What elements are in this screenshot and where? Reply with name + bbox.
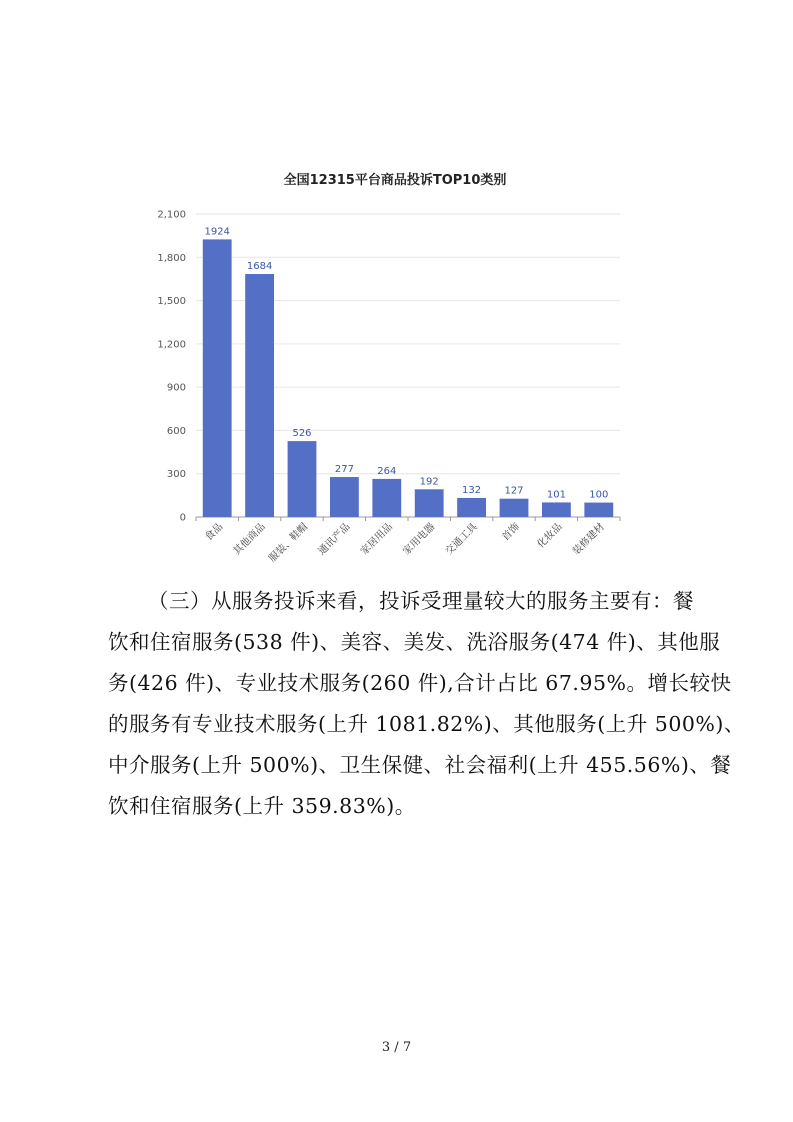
- x-category-label: 食品: [203, 521, 226, 544]
- x-category-label: 首饰: [500, 521, 523, 544]
- y-tick-label: 1,800: [157, 252, 186, 264]
- x-category-label: 化妆品: [535, 521, 565, 551]
- y-tick-label: 2,100: [157, 209, 186, 221]
- x-category-label: 家居用品: [358, 521, 395, 558]
- x-category-label: 服装、鞋帽: [266, 521, 311, 565]
- body-line: 饮和住宿服务(538 件)、美容、美发、洗浴服务(474 件)、其他服: [108, 630, 721, 654]
- bar: [288, 441, 317, 517]
- y-tick-label: 0: [179, 512, 186, 524]
- y-tick-label: 300: [166, 469, 186, 481]
- bar-value-label: 1684: [246, 261, 273, 273]
- body-line: 务(426 件)、专业技术服务(260 件),合计占比 67.95%。增长较快: [108, 671, 732, 695]
- bar-value-label: 526: [292, 428, 312, 440]
- chart-svg: [157, 162, 630, 565]
- bar: [372, 479, 401, 517]
- bar-value-label: 277: [334, 464, 354, 476]
- x-category-label: 装修建材: [570, 521, 607, 558]
- bar: [457, 498, 486, 517]
- bar: [584, 503, 613, 517]
- x-category-label: 家用电器: [401, 521, 438, 558]
- bar-value-label: 1924: [204, 226, 230, 238]
- y-tick-label: 1,200: [157, 339, 186, 351]
- chart-title: 全国12315平台商品投诉TOP10类别: [283, 173, 507, 188]
- body-line: 中介服务(上升 500%)、卫生保健、社会福利(上升 455.56%)、餐: [108, 753, 732, 777]
- x-category-label: 通讯产品: [316, 521, 353, 558]
- bar-value-label: 100: [589, 489, 609, 501]
- bar-value-label: 264: [377, 465, 397, 477]
- bar-value-label: 101: [546, 489, 566, 501]
- bar-value-label: 127: [504, 485, 524, 497]
- bar: [415, 489, 444, 517]
- body-line: 饮和住宿服务(上升 359.83%)。: [108, 794, 416, 818]
- y-tick-label: 600: [166, 425, 186, 437]
- x-category-label: 交通工具: [443, 521, 480, 558]
- bar: [203, 239, 232, 517]
- y-tick-label: 1,500: [157, 296, 186, 308]
- page-number: 3 / 7: [381, 1040, 412, 1055]
- y-tick-label: 900: [166, 382, 186, 394]
- complaint-bar-chart: [157, 162, 630, 565]
- body-line: （三）从服务投诉来看，投诉受理量较大的服务主要有：餐: [148, 589, 694, 613]
- body-line: 的服务有专业技术服务(上升 1081.82%)、其他服务(上升 500%)、: [108, 712, 745, 736]
- bar-value-label: 192: [419, 476, 439, 488]
- bar-value-label: 132: [462, 484, 482, 496]
- bar: [330, 477, 359, 517]
- bar: [245, 274, 274, 517]
- bar: [542, 502, 571, 517]
- bar: [500, 499, 529, 517]
- body-paragraph: [108, 581, 745, 827]
- x-category-label: 其他商品: [231, 521, 268, 558]
